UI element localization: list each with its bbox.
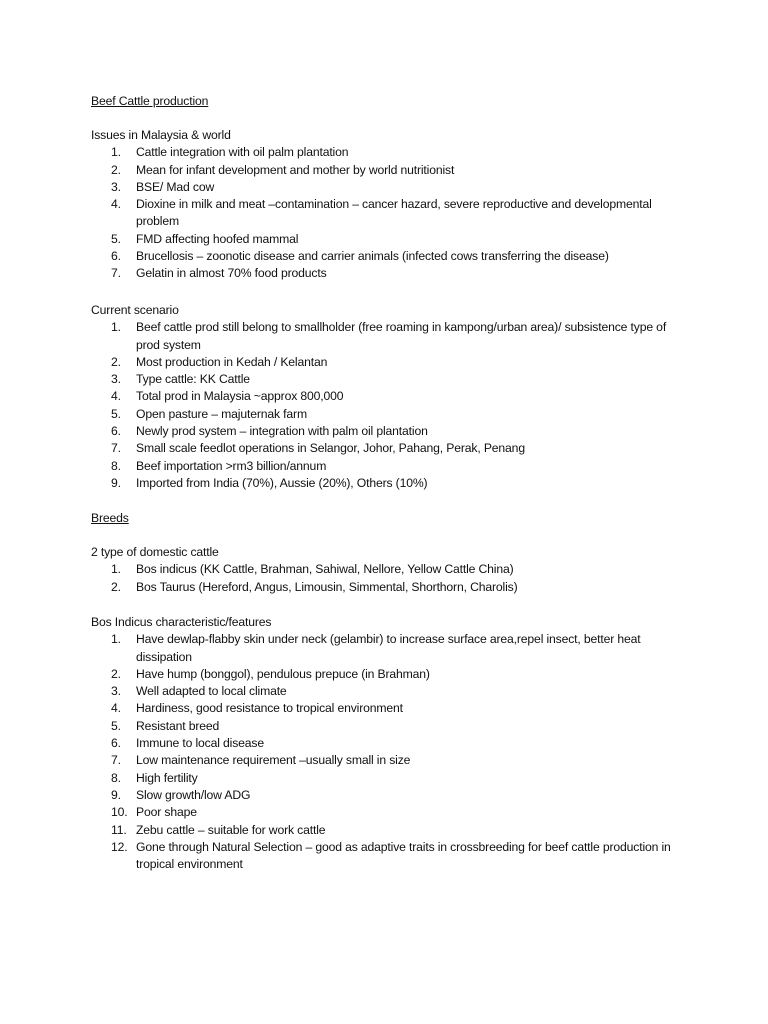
list-item-text: Mean for infant development and mother by world nutritionist — [136, 162, 455, 177]
list-item-text: Bos Taurus (Hereford, Angus, Limousin, Simmental, Shorthorn, Charolis) — [136, 579, 518, 594]
list-item — [91, 700, 691, 717]
list-item-text: Imported from India (70%), Aussie (20%), Others (10%) — [136, 475, 428, 490]
list-item — [91, 265, 691, 282]
list-item-text: Well adapted to local climate — [136, 684, 287, 699]
list-item-text: Have hump (bonggol), pendulous prepuce (in Brahman) — [136, 666, 430, 681]
list-item — [91, 770, 691, 787]
list-item-number: 1. — [111, 145, 121, 160]
list-item — [91, 787, 691, 804]
list-item-text: Beef importation >rm3 billion/annum — [136, 458, 327, 473]
breeds-heading: Breeds — [91, 511, 129, 525]
list-item-number: 1. — [111, 562, 121, 577]
list-item — [91, 440, 691, 457]
list-item-number: 2. — [111, 666, 121, 681]
list-item-number: 6. — [111, 249, 121, 264]
list-item-text: Low maintenance requirement –usually small in size — [136, 753, 411, 768]
list-item-number: 7. — [111, 753, 121, 768]
list-item-number: 7. — [111, 266, 121, 281]
list-item-text: Bos indicus (KK Cattle, Brahman, Sahiwal, Nellore, Yellow Cattle China) — [136, 562, 514, 577]
list-item-number: 2. — [111, 162, 121, 177]
list-item — [91, 839, 691, 874]
list-item-number: 4. — [111, 389, 121, 404]
list-item-number: 3. — [111, 372, 121, 387]
scenario-list — [91, 319, 691, 492]
domestic-section — [91, 544, 691, 596]
scenario-section — [91, 302, 691, 492]
list-item-number: 1. — [111, 320, 121, 335]
list-item-number: 5. — [111, 231, 121, 246]
list-item-number: 4. — [111, 197, 121, 212]
list-item-number: 8. — [111, 770, 121, 785]
list-item — [91, 354, 691, 371]
list-item-text: Immune to local disease — [136, 736, 264, 751]
indicus-heading: Bos Indicus characteristic/features — [91, 615, 272, 629]
list-item — [91, 666, 691, 683]
list-item — [91, 683, 691, 700]
list-item — [91, 458, 691, 475]
list-item-text: Have dewlap-flabby skin under neck (gelambir) to increase surface area,repel insect, better heat dissipation — [136, 632, 641, 664]
domestic-heading: 2 type of domestic cattle — [91, 545, 219, 559]
list-item — [91, 718, 691, 735]
list-item-text: Gone through Natural Selection – good as adaptive traits in crossbreeding for beef cattle production in tropical environment — [136, 839, 671, 872]
list-item — [91, 196, 691, 231]
list-item-text: BSE/ Mad cow — [136, 179, 215, 194]
list-item — [91, 579, 691, 596]
list-item-text: Resistant breed — [136, 718, 220, 733]
list-item-text: Newly prod system – integration with palm oil plantation — [136, 424, 428, 439]
scenario-heading: Current scenario — [91, 303, 179, 317]
list-item-text: FMD affecting hoofed mammal — [136, 231, 299, 246]
list-item-number: 2. — [111, 579, 121, 594]
list-item-text: Slow growth/low ADG — [136, 787, 251, 802]
list-item — [91, 406, 691, 423]
list-item-number: 1. — [111, 632, 121, 647]
list-item — [91, 631, 691, 666]
list-item-number: 8. — [111, 458, 121, 473]
list-item-number: 10. — [111, 805, 128, 820]
list-item — [91, 752, 691, 769]
list-item-number: 4. — [111, 701, 121, 716]
list-item-text: Zebu cattle – suitable for work cattle — [136, 822, 326, 837]
list-item-number: 6. — [111, 736, 121, 751]
list-item-number: 9. — [111, 475, 121, 490]
list-item — [91, 231, 691, 248]
list-item — [91, 822, 691, 839]
list-item — [91, 319, 691, 354]
list-item-text: Small scale feedlot operations in Selangor, Johor, Pahang, Perak, Penang — [136, 441, 525, 456]
list-item-text: Most production in Kedah / Kelantan — [136, 354, 328, 369]
list-item — [91, 388, 691, 405]
list-item-number: 5. — [111, 406, 121, 421]
list-item-number: 12. — [111, 839, 128, 854]
list-item-text: Dioxine in milk and meat –contamination – cancer hazard, severe reproductive and developmental problem — [136, 197, 652, 229]
list-item-number: 2. — [111, 354, 121, 369]
list-item-text: Poor shape — [136, 805, 197, 820]
domestic-list — [91, 561, 691, 596]
list-item-text: High fertility — [136, 770, 198, 785]
list-item — [91, 561, 691, 578]
list-item-number: 6. — [111, 424, 121, 439]
list-item-number: 3. — [111, 179, 121, 194]
document-title: Beef Cattle production — [91, 94, 209, 108]
list-item — [91, 179, 691, 196]
list-item-text: Gelatin in almost 70% food products — [136, 266, 327, 281]
list-item-number: 7. — [111, 441, 121, 456]
list-item — [91, 371, 691, 388]
issues-section — [91, 127, 691, 283]
list-item-text: Hardiness, good resistance to tropical environment — [136, 701, 403, 716]
indicus-section — [91, 614, 691, 873]
list-item-number: 5. — [111, 718, 121, 733]
list-item — [91, 248, 691, 265]
issues-list — [91, 144, 691, 282]
indicus-list — [91, 631, 691, 873]
list-item — [91, 475, 691, 492]
list-item-text: Cattle integration with oil palm plantation — [136, 145, 349, 160]
list-item — [91, 423, 691, 440]
list-item-text: Beef cattle prod still belong to smallholder (free roaming in kampong/urban area)/ subsistence type of prod system — [136, 320, 667, 352]
list-item — [91, 144, 691, 161]
list-item-number: 9. — [111, 787, 121, 802]
list-item — [91, 804, 691, 821]
list-item — [91, 162, 691, 179]
list-item-number: 3. — [111, 684, 121, 699]
list-item-text: Total prod in Malaysia ~approx 800,000 — [136, 389, 344, 404]
list-item — [91, 735, 691, 752]
issues-heading: Issues in Malaysia & world — [91, 128, 231, 142]
list-item-number: 11. — [111, 822, 127, 837]
list-item-text: Brucellosis – zoonotic disease and carrier animals (infected cows transferring the disease) — [136, 249, 609, 264]
list-item-text: Open pasture – majuternak farm — [136, 406, 307, 421]
list-item-text: Type cattle: KK Cattle — [136, 372, 250, 387]
